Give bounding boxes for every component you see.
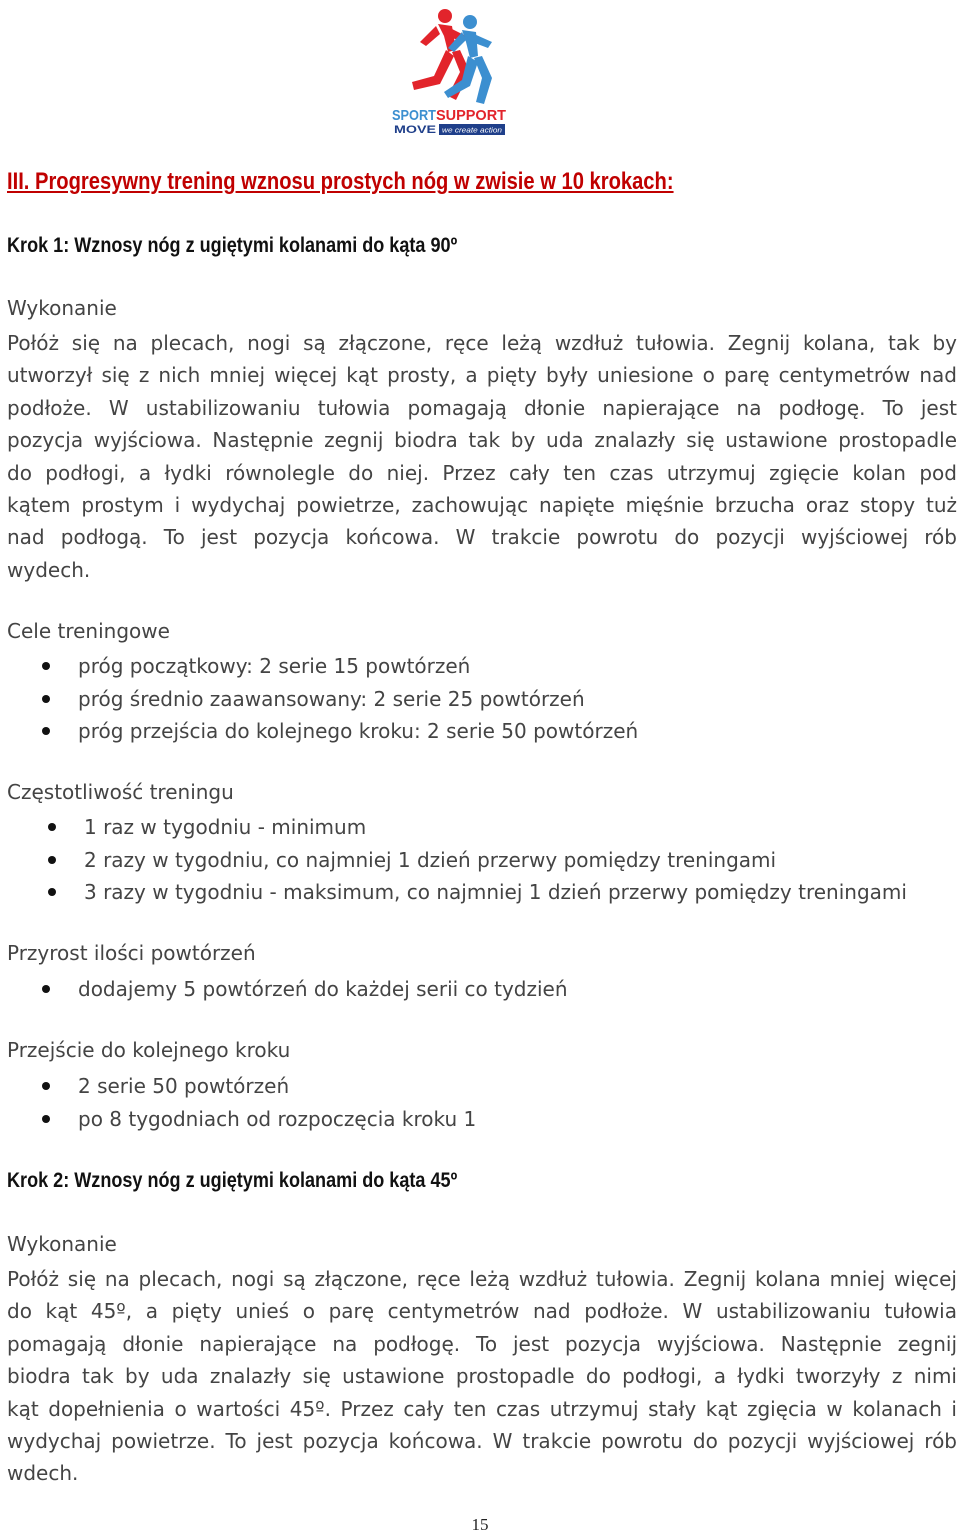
- step-1-execution-text: Połóż się na plecach, nogi są złączone, ręce leżą wzdłuż tułowia. Zegnij kolana, tak by utworzył się z nich mniej więcej kąt prosty, a pięty były uniesione o parę centymetrów nad podłoże. W ustabilizowaniu tułowia pomagają dłonie napierające na podłogę. To jest pozycja wyjściowa. Następnie zegnij biodra tak by uda znalazły się ustawione prostopadle do podłogi, a łydki równolegle do niej. Przez cały ten czas utrzymuj zgięcie kolan pod kątem prostym i wydychaj powietrze, zachowując napięte mięśnie brzucha oraz stopy tuż nad podłogą. To jest pozycja końcowa. W trakcie powrotu do pozycji wyjściowej rób wydech.: [7, 331, 957, 582]
- page-title: III. Progresywny trening wznosu prostych nóg w zwisie w 10 krokach:: [7, 168, 674, 195]
- step-1-frequency-label: Częstotliwość treningu: [7, 780, 234, 804]
- brand-move-text: MOVE: [394, 124, 436, 136]
- step-1-goals-label: Cele treningowe: [7, 619, 170, 643]
- bullet-icon: [42, 1115, 50, 1123]
- step-1-transition-label: Przejście do kolejnego kroku: [7, 1038, 291, 1062]
- step-2-title: Krok 2: Wznosy nóg z ugiętymi kolanami do kąta 45º: [7, 1169, 458, 1192]
- sportsupport-logo: [390, 6, 508, 138]
- bullet-icon: [48, 823, 56, 831]
- brand-support-text: SUPPORT: [436, 107, 506, 124]
- bullet-icon: [42, 727, 50, 735]
- bullet-icon: [48, 856, 56, 864]
- step-1-execution-label: Wykonanie: [7, 296, 117, 320]
- brand-tagline-text: we create action: [442, 125, 502, 135]
- runners-logo-icon: [390, 6, 508, 138]
- bullet-icon: [42, 695, 50, 703]
- step-2-execution-text: Połóż się na plecach, nogi są złączone, ręce leżą wzdłuż tułowia. Zegnij kolana mniej więcej do kąt 45º, a pięty unieś o parę centymetrów nad podłoże. W ustabilizowaniu tułowia pomagają dłonie napierające na podłogę. To jest pozycja wyjściowa. Następnie zegnij biodra tak by uda znalazły się ustawione prostopadle do podłogi, a łydki tworzyły z nimi kąt dopełnienia o wartości 45º. Przez cały ten czas utrzymuj stały kąt zgięcia w kolanach i wydychaj powietrze. To jest pozycja końcowa. W trakcie powrotu do pozycji wyjściowej rób wdech.: [7, 1267, 957, 1486]
- bullet-icon: [42, 662, 50, 670]
- bullet-icon: [42, 1082, 50, 1090]
- bullet-icon: [48, 888, 56, 896]
- step-1-title: Krok 1: Wznosy nóg z ugiętymi kolanami do kąta 90º: [7, 234, 458, 257]
- page-number: 15: [471, 1515, 489, 1534]
- step-1-increase-label: Przyrost ilości powtórzeń: [7, 941, 256, 965]
- brand-sport-text: SPORT: [392, 107, 436, 124]
- step-2-execution-label: Wykonanie: [7, 1232, 117, 1256]
- bullet-icon: [42, 985, 50, 993]
